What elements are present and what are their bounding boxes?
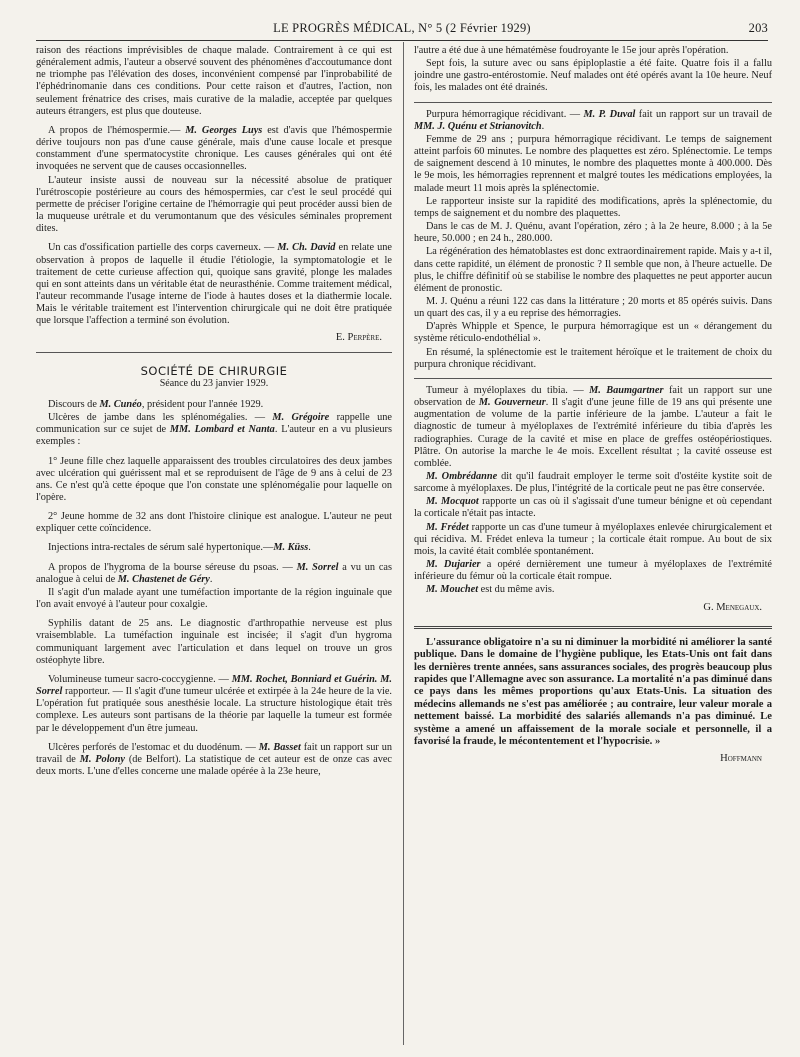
author-name: M. Ombrédanne xyxy=(426,471,498,482)
author-name: M. Küss xyxy=(273,542,309,554)
article-text: est d'avis que l'hémospermie dérive toujours non pas d'une cause générale, mais d'une cause locale et presque constamment d'une spermatocystite chronique. Les causes générales qui ont été invoquées ne servent que de causes occasionnelles. xyxy=(36,124,392,173)
author-name: M. Georges Luys xyxy=(185,124,263,136)
item-purpura: Purpura hémorragique récidivant. — M. P. Duval fait un rapport sur un travail de MM. J. Quénu et Strianovitch. xyxy=(414,108,772,132)
author-name: MM. J. Quénu et Strianovitch xyxy=(414,120,542,132)
paragraph: Dans le cas de M. J. Quénu, avant l'opération, zéro ; à la 2e heure, 8.000 ; à la 5e heure, 50.000 ; en 24 h., 280.000. xyxy=(414,221,772,245)
page-number: 203 xyxy=(748,21,768,35)
author-name: M. Dujarier xyxy=(426,559,481,571)
article-rule xyxy=(414,102,772,103)
article-text: en relate une observation à propos de laquelle il étudie l'étiologie, la symptomatologie et le traitement de cette curieuse affection qui, quoique sans gravité, plonge les malades qui en sont atteints dans un véritable état de neurasthénie. Comme traitement médical, l'auteur recommande l'usage interne de l'iode à hautes doses et la diathermie locale. Mais le véritable traitement est l'intervention chirurgicale qui ne doit être pratiquée que lorsque l'affection a terminé son évolution. xyxy=(36,242,392,327)
signature: G. Menegaux. xyxy=(703,601,762,613)
paragraph: M. J. Quénu a réuni 122 cas dans la littérature ; 20 morts et 85 opérés suivis. Dans un quart des cas, il y a eu reprise des hémorragies. xyxy=(414,295,772,320)
comment-mocquot: M. Mocquot rapporte un cas où il s'agissait d'une tumeur bénigne et où cependant la corticale n'était pas intacte. xyxy=(414,496,772,520)
item-discours: Discours de M. Cunéo, président pour l'année 1929. xyxy=(48,398,264,410)
right-column xyxy=(414,45,772,1049)
author-name: M. Frédet xyxy=(426,521,469,533)
article-rule xyxy=(414,378,772,379)
author-name: M. P. Duval xyxy=(583,108,636,120)
author-name: M. Mouchet xyxy=(426,584,479,596)
author-name: M. Cunéo xyxy=(99,398,142,410)
section-rule xyxy=(36,352,392,353)
paragraph: 1° Jeune fille chez laquelle apparaissent des troubles circulatoires des deux jambes avec ulcération qui guérissent mal et se reproduisent de l'âge de 9 ans à celui de 23 ans. Ce n'est qu'à cette époque que l'on constate une splénomégalie pour laquelle on l'opère. xyxy=(36,455,392,503)
comment-ombredanne: M. Ombrédanne dit qu'il faudrait employer le terme soit d'ostéite kystite soit de sarcome à myéloplaxes. De plus, l'intégrité de la corticale peut ne pas être conservée. xyxy=(414,471,772,495)
author-name: M. Polony xyxy=(79,753,125,765)
paragraph: D'après Whipple et Spence, le purpura hémorragique est un « dérangement du système réticulo-endothélial ». xyxy=(414,321,772,345)
paragraph: l'autre a été due à une hématémèse foudroyante le 15e jour après l'opération. xyxy=(414,45,729,56)
article-lead: Un cas d'ossification partielle des corps caverneux. — xyxy=(48,242,278,254)
paragraph: Femme de 29 ans ; purpura hémorragique récidivant. Le temps de saignement atteint parfois 60 minutes. Le nombre des plaquettes est zéro. Splénectomie. Le temps de saignement descend à 10 minutes, le nombre des plaquettes monte à 400.000. Dès le 9e mois, les hémorragies reprennent et malgré toutes les médications employées, la malade meurt 11 mois après la splénectomie. xyxy=(414,133,772,194)
signature: E. Perpère. xyxy=(335,332,382,344)
paragraph: L'auteur insiste aussi de nouveau sur la nécessité absolue de pratiquer l'urétroscopie postérieure au cours des hémospermies, car c'est le seul procédé qui permette de préciser l'origine certaine de l'hémorragie qui peut procéder aussi bien de la muqueuse urétrale et du verumontanum que des vésicules séminales proprement dites. xyxy=(36,174,392,235)
section-date: Séance du 23 janvier 1929. xyxy=(159,377,269,389)
left-column xyxy=(36,45,392,1049)
article-ossification xyxy=(36,242,392,327)
paragraph: En résumé, la splénectomie est le traitement héroïque et le traitement de choix du purpura chronique récidivant. xyxy=(414,346,772,370)
comment-dujarier: M. Dujarier a opéré dernièrement une tumeur à myéloplaxes de l'extrémité inférieure du fémur où la corticale était rompue. xyxy=(414,559,772,583)
paragraph: raison des réactions imprévisibles de chaque malade. Contrairement à ce qui est généralement admis, l'auteur a observé souvent des phénomènes d'accoutumance dont ne triomphe pas l'élévation des doses, inconvénient compensé par l'inprobabilité de l'éphédrinomanie dans ces conditions. Pour cette raison et d'autres, l'action, non seulement frénatrice des crises, mais curative de la maladie, acceptée par quelques auteurs étrangers, est plus que douteuse. xyxy=(36,45,392,117)
author-name: M. Grégoire xyxy=(272,412,330,424)
running-header xyxy=(36,18,768,41)
comment-mouchet: M. Mouchet est du même avis. xyxy=(426,584,555,596)
quote-box xyxy=(414,637,772,766)
quote-text: L'assurance obligatoire n'a su ni diminuer la morbidité ni améliorer la santé publique. Dans le domaine de l'hygiène publique, les Etats-Unis ont fait dans les dernières trente années, sans assurances sociales, des progrès beaucoup plus rapides que l'Allemagne avec son assurance. La mortalité n'a pas diminué dans ce pays dans les mêmes proportions qu'aux Etats-Unis. La situation des médecins allemands ne s'est pas améliorée ; au contraire, leur valeur morale a nettement baissé. La morbidité des salariés allemands n'a pas diminué. Le système a amené un affaissement de la morale sociale et personnelle, il a favorisé la fraude, le mécontentement et l'hypocrisie. » xyxy=(414,636,772,747)
section-title: SOCIÉTÉ DE CHIRURGIE xyxy=(140,363,288,378)
paragraph: La régénération des hématoblastes est donc extraordinairement rapide. Mais y a-t il, dans cette rapidité, un élément de pronostic ? Il semble que non, à l'heure actuelle. De plus, le chiffre définitif où se stabilise le nombre des plaquettes ne peut apporter aucun élément de pronostic. xyxy=(414,246,772,294)
item-tumeur-tibia: Tumeur à myéloplaxes du tibia. — M. Baumgartner fait un rapport sur une observation de M. Gouverneur. Il s'agit d'une jeune fille de 19 ans qui présente une augmentation de volume de la partie inférieure de la jambe. L'auteur a fait le diagnostic de tumeur à myéloplaxes de l'extrémité inférieure du tibia d'après les radiographies. Curage de la cavité et mise en place de greffes ostéopériostiques. Plâtre. On autorise la marche le 4e mois. Excellent résultat ; la cavité osseuse est comblée. xyxy=(414,384,772,469)
journal-title: LE PROGRÈS MÉDICAL, N° 5 (2 Février 1929) xyxy=(273,21,531,35)
author-name: M. Sorrel xyxy=(296,561,339,573)
article-hemospermie xyxy=(36,125,392,174)
author-name: MM. Lombard et Nanta xyxy=(169,424,275,436)
item-tumeur-sacro: Volumineuse tumeur sacro-coccygienne. — MM. Rochet, Bonniard et Guérin. M. Sorrel rapporteur. — Il s'agit d'une tumeur ulcérée et extirpée à la 24e heure de la vie. L'opération fut pratiquée sous anesthésie locale. La structure histologique était très complexe. Les auteurs sont partisans de la théorie par laquelle la tumeur est formée par le développement d'un être jumeau. xyxy=(36,673,392,734)
article-lead: A propos de l'hémospermie.— xyxy=(48,124,186,136)
author-name: M. Baumgartner xyxy=(589,384,664,396)
paragraph: 2° Jeune homme de 32 ans dont l'histoire clinique est analogue. L'auteur ne peut expliquer cette coïncidence. xyxy=(36,511,392,535)
author-name: MM. Rochet, Bonniard et Guérin. M. Sorrel xyxy=(36,673,392,698)
author-name: M. Mocquot xyxy=(426,496,479,508)
item-ulceres-jambe: Ulcères de jambe dans les splénomégalies. — M. Grégoire rappelle une communication sur ce sujet de MM. Lombard et Nanta. L'auteur en a vu plusieurs exemples : xyxy=(36,412,392,448)
paragraph: Sept fois, la suture avec ou sans épiploplastie a été faite. Quatre fois il a fallu joindre une gastro-entérostomie. Neuf malades ont été opérés avant la 10e heure. Neuf fois, les malades ont été drainés. xyxy=(414,58,772,94)
quote-signature: Hoffmann xyxy=(720,753,762,765)
comment-fredet: M. Frédet rapporte un cas d'une tumeur à myéloplaxes enlevée chirurgicalement et qui récidiva. M. Frédet enleva la tumeur ; la corticale était rompue. Au bout de six mois, la cavité était comblée spontanément. xyxy=(414,521,772,557)
author-name: M. Ch. David xyxy=(277,242,336,254)
column-divider xyxy=(403,42,404,1045)
item-injections: Injections intra-rectales de sérum salé hypertonique.—M. Küss. xyxy=(48,542,311,554)
item-ulceres-estomac: Ulcères perforés de l'estomac et du duodénum. — M. Basset fait un rapport sur un travail de M. Polony (de Belfort). La statistique de cet auteur est de onze cas avec deux morts. L'une d'elles concerne une malade opérée à la 23e heure, xyxy=(36,741,392,777)
item-hygroma: A propos de l'hygroma de la bourse séreuse du psoas. — M. Sorrel a vu un cas analogue à celui de M. Chastenet de Géry. xyxy=(36,561,392,585)
paragraph: Syphilis datant de 25 ans. Le diagnostic d'arthropathie nerveuse est plus vraisemblable. La tuméfaction inguinale est incisée; il s'agit d'un hygroma communiquant largement avec l'articulation et dans lequel on trouve un gros ostéophyte libre. xyxy=(36,618,392,666)
box-rule xyxy=(414,626,772,629)
paragraph: Il s'agit d'un malade ayant une tuméfaction importante de la région inguinale que l'on avait envoyé à l'auteur pour coxalgie. xyxy=(36,586,392,611)
author-name: M. Basset xyxy=(258,741,301,753)
author-name: M. Gouverneur xyxy=(478,397,546,409)
author-name: M. Chastenet de Géry xyxy=(117,573,210,585)
paragraph: Le rapporteur insiste sur la rapidité des modifications, après la splénectomie, du temps de saignement et du nombre des plaquettes. xyxy=(414,195,772,219)
